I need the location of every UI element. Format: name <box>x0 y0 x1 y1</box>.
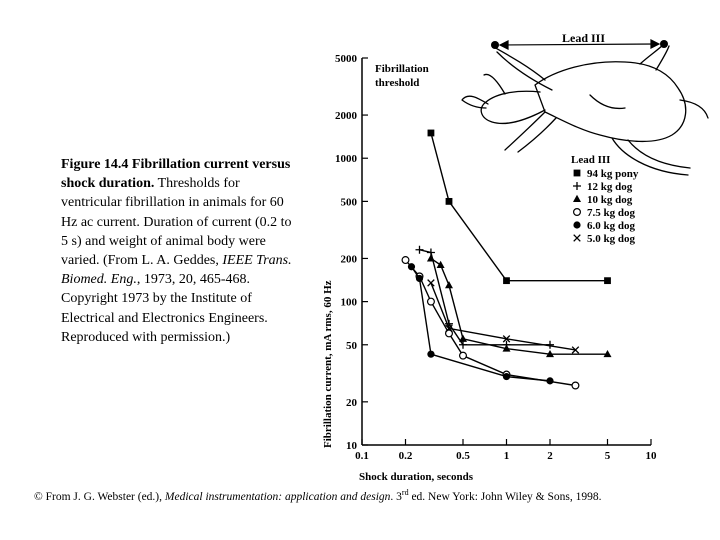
y-ticks <box>335 53 368 452</box>
chart-title-line1: Fibrillation <box>375 63 429 75</box>
y-tick-label: 50 <box>346 339 357 352</box>
data-point-triangle <box>573 195 581 202</box>
data-point-circle-filled <box>546 377 553 384</box>
legend-entry-label: 5.0 kg dog <box>587 233 635 245</box>
series-line <box>405 260 575 385</box>
footer-middle: . 3 <box>390 490 402 503</box>
y-axis-label: Fibrillation current, mA rms, 60 Hz <box>322 280 334 448</box>
data-point-circle-filled <box>427 351 434 358</box>
data-point-circle-filled <box>503 373 510 380</box>
x-tick-label: 0.1 <box>355 450 369 462</box>
legend-entry-label: 12 kg dog <box>587 181 633 193</box>
series-7-5-kg-dog <box>402 257 579 389</box>
series-94-kg-pony <box>428 130 611 284</box>
data-point-square <box>503 277 510 284</box>
data-point-triangle <box>445 281 453 288</box>
legend-entry-label: 94 kg pony <box>587 168 639 180</box>
data-point-plus <box>459 341 467 349</box>
footer-suffix: ed. New York: John Wiley & Sons, 1998. <box>408 490 602 503</box>
figure-label: Figure 14.4 <box>61 157 129 172</box>
y-tick-label: 100 <box>340 296 357 309</box>
y-tick-label: 200 <box>340 253 357 266</box>
x-tick-label: 10 <box>645 450 657 462</box>
caption-text-2: , 1973, 20, 465-468. Copyright 1973 by the Institute of Electrical and Electronics Engineers. Reproduced with permission.) <box>61 272 268 345</box>
legend-entry-label: 7.5 kg dog <box>587 207 635 219</box>
x-tick-label: 2 <box>547 450 553 462</box>
data-point-circle-filled <box>416 275 423 282</box>
figure-title: Fibrillation current versus shock duration. <box>61 157 291 192</box>
x-ticks <box>355 439 657 462</box>
y-tick-label: 10 <box>346 440 357 452</box>
electrode-right-marker <box>660 40 668 48</box>
data-point-square <box>428 130 435 137</box>
lead-label: Lead III <box>562 31 606 45</box>
footer-prefix: © From J. G. Webster (ed.), <box>34 490 165 503</box>
y-tick-label: 2000 <box>335 110 357 123</box>
x-axis-label: Shock duration, seconds <box>359 471 474 483</box>
data-point-x <box>574 235 581 242</box>
y-tick-label: 1000 <box>335 153 357 166</box>
data-point-square <box>446 198 453 205</box>
footer-title: Medical instrumentation: application and design <box>164 490 391 503</box>
legend <box>571 154 639 245</box>
x-tick-label: 5 <box>604 450 611 462</box>
y-tick-label: 5000 <box>335 53 357 65</box>
caption-journal: IEEE Trans. Biomed. Eng. <box>61 253 292 288</box>
data-point-circle-open <box>460 352 467 359</box>
data-point-square <box>604 277 611 284</box>
caption-text-1: Thresholds for ventricular fibrillation in animals for 60 Hz ac current. Duration of current (0.2 to 5 s) and weight of animal body were varied. (From L. A. Geddes, <box>61 176 292 269</box>
data-point-triangle <box>459 335 467 342</box>
y-tick-label: 500 <box>340 196 357 209</box>
data-point-triangle <box>437 261 445 268</box>
data-point-circle-filled <box>408 263 415 270</box>
data-point-circle-open <box>402 257 409 264</box>
data-point-circle-open <box>572 382 579 389</box>
data-point-plus <box>416 246 424 254</box>
data-point-plus <box>573 182 581 190</box>
data-point-x <box>428 280 435 287</box>
x-tick-label: 1 <box>503 450 510 462</box>
x-tick-label: 0.5 <box>456 450 470 462</box>
electrode-left-marker <box>491 41 499 49</box>
footer-sup: rd <box>401 488 409 497</box>
data-point-circle-open <box>428 298 435 305</box>
data-point-triangle <box>427 254 435 261</box>
axes <box>362 58 651 445</box>
legend-title: Lead III <box>571 154 611 166</box>
data-point-circle-filled <box>573 221 580 228</box>
series-layer <box>402 130 611 389</box>
y-tick-label: 20 <box>346 396 357 409</box>
series-line <box>431 258 608 354</box>
legend-entry-label: 6.0 kg dog <box>587 220 635 232</box>
x-tick-label: 0.2 <box>398 450 413 462</box>
legend-entry-label: 10 kg dog <box>587 194 633 206</box>
chart-title-line2: threshold <box>375 77 420 89</box>
data-point-circle-open <box>574 209 581 216</box>
data-point-square <box>574 170 581 177</box>
